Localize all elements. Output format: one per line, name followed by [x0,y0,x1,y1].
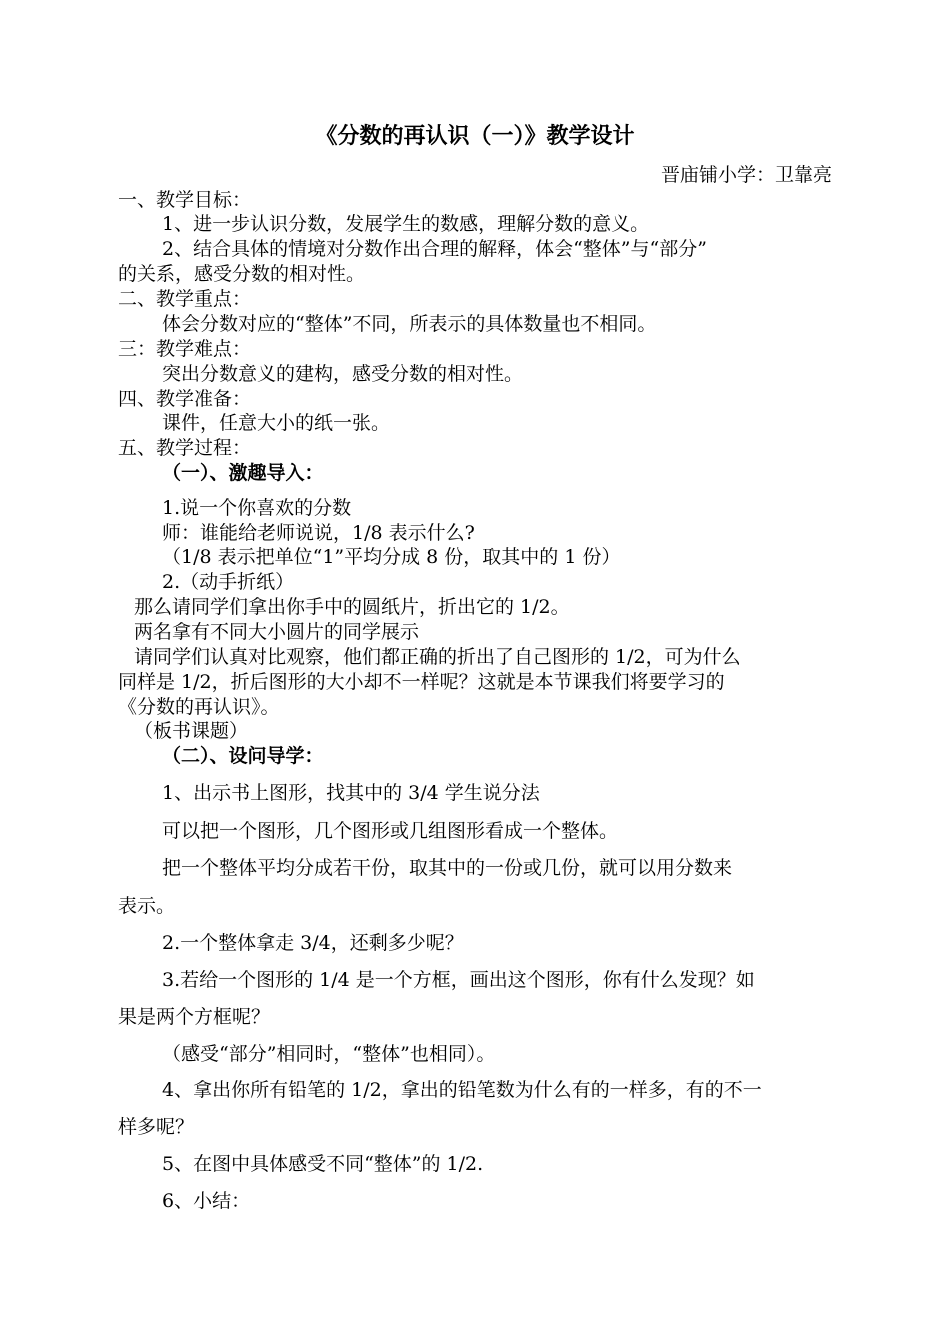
paragraph-line: 把一个整体平均分成若干份，取其中的一份或几份，就可以用分数来 [162,857,733,879]
paragraph-line: （感受“部分”相同时，“整体”也相同）。 [162,1043,496,1065]
section-heading: 四、教学准备： [118,388,252,410]
paragraph-line: 那么请同学们拿出你手中的圆纸片，折出它的 1/2。 [134,596,570,618]
section-heading: 二、教学重点： [118,288,252,310]
paragraph-line: 体会分数对应的“整体”不同，所表示的具体数量也不相同。 [162,313,657,335]
paragraph-line: 同样是 1/2，折后图形的大小却不一样呢？这就是本节课我们将要学习的 [118,671,725,693]
paragraph-line: 两名拿有不同大小圆片的同学展示 [134,621,420,643]
paragraph-line: 师：谁能给老师说说，1/8 表示什么? [162,522,475,544]
paragraph-line: 果是两个方框呢？ [118,1006,271,1028]
paragraph-line: 表示。 [118,895,176,917]
paragraph-line: 《分数的再认识》。 [118,696,280,718]
paragraph-line: 5、在图中具体感受不同“整体”的 1/2. [162,1153,484,1175]
paragraph-line: 课件，任意大小的纸一张。 [162,412,391,434]
paragraph-line: （板书课题） [134,720,249,742]
subsection-heading: （一）、激趣导入： [162,462,324,484]
paragraph-line: 6、小结： [162,1190,251,1212]
section-heading: 五、教学过程： [118,437,252,459]
paragraph-line: 请同学们认真对比观察，他们都正确的折出了自己图形的 1/2，可为什么 [134,646,741,668]
paragraph-line: 2、结合具体的情境对分数作出合理的解释，体会“整体”与“部分” [162,238,707,260]
subsection-heading: （二）、设问导学： [162,745,324,767]
paragraph-line: （1/8 表示把单位“1”平均分成 8 份，取其中的 1 份） [162,546,621,568]
paragraph-line: 1.说一个你喜欢的分数 [162,497,352,519]
document-title: 《分数的再认识（一）》教学设计 [315,123,635,149]
paragraph-line: 样多呢？ [118,1116,195,1138]
author-line: 晋庙铺小学：卫靠亮 [660,164,832,186]
paragraph-line: 1、进一步认识分数，发展学生的数感，理解分数的意义。 [162,213,650,235]
paragraph-line: 2.（动手折纸） [162,571,295,593]
paragraph-line: 的关系，感受分数的相对性。 [118,263,366,285]
section-heading: 三：教学难点： [118,338,252,360]
paragraph-line: 4、拿出你所有铅笔的 1/2，拿出的铅笔数为什么有的一样多，有的不一 [162,1079,762,1101]
paragraph-line: 1、出示书上图形，找其中的 3/4 学生说分法 [162,782,540,804]
paragraph-line: 2.一个整体拿走 3/4，还剩多少呢？ [162,932,464,954]
paragraph-line: 突出分数意义的建构，感受分数的相对性。 [162,363,524,385]
paragraph-line: 3.若给一个图形的 1/4 是一个方框，画出这个图形，你有什么发现？如 [162,969,755,991]
section-heading: 一、教学目标： [118,189,252,211]
paragraph-line: 可以把一个图形，几个图形或几组图形看成一个整体。 [162,820,619,842]
